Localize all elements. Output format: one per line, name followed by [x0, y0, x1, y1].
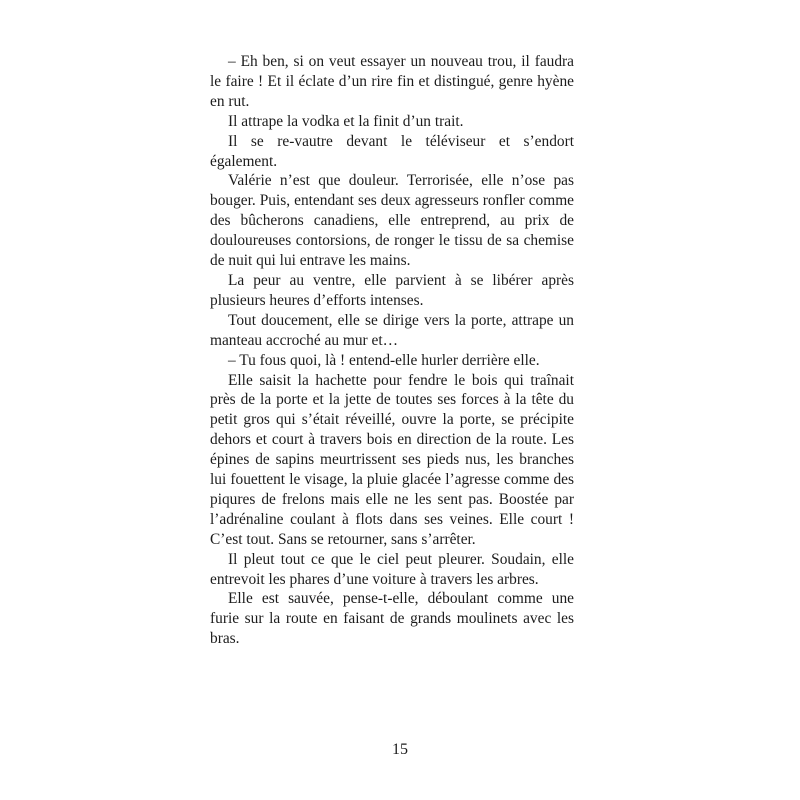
- paragraph: – Eh ben, si on veut essayer un nouveau trou, il faudra le faire ! Et il éclate d’un rire fin et distingué, genre hyène en rut.: [210, 53, 574, 110]
- paragraph: Tout doucement, elle se dirige vers la porte, attrape un manteau accroché au mur et…: [210, 311, 574, 349]
- paragraph: Il se re-vautre devant le téléviseur et s’endort également.: [210, 132, 574, 170]
- paragraph: – Tu fous quoi, là ! entend-elle hurler derrière elle.: [228, 351, 540, 369]
- page-body-text: [210, 52, 574, 649]
- paragraph: Il attrape la vodka et la finit d’un trait.: [228, 112, 464, 130]
- page-number: 15: [392, 741, 408, 758]
- paragraph: La peur au ventre, elle parvient à se libérer après plusieurs heures d’efforts intenses.: [210, 271, 574, 309]
- paragraph: Elle saisit la hachette pour fendre le bois qui traînait près de la porte et la jette de toutes ses forces à la tête du petit gros qui s’était réveillé, ouvre la porte, se précipite dehors et court à travers bois en direction de la route. Les épines de sapins meurtrissent ses pieds nus, les branches lui fouettent le visage, la pluie glacée l’agresse comme des piqures de frelons mais elle ne les sent pas. Boostée par l’adrénaline coulant à flots dans ses veines. Elle court ! C’est tout. Sans se retourner, sans s’arrêter.: [210, 371, 574, 548]
- paragraph: Elle est sauvée, pense-t-elle, déboulant comme une furie sur la route en faisant de grands moulinets avec les bras.: [210, 590, 574, 648]
- paragraph: Il pleut tout ce que le ciel peut pleurer. Soudain, elle entrevoit les phares d’une voiture à travers les arbres.: [210, 550, 574, 588]
- paragraph: Valérie n’est que douleur. Terrorisée, elle n’ose pas bouger. Puis, entendant ses deux agresseurs ronfler comme des bûcherons canadiens, elle entreprend, au prix de douloureuses contorsions, de ronger le tissu de sa chemise de nuit qui lui entrave les mains.: [210, 172, 574, 270]
